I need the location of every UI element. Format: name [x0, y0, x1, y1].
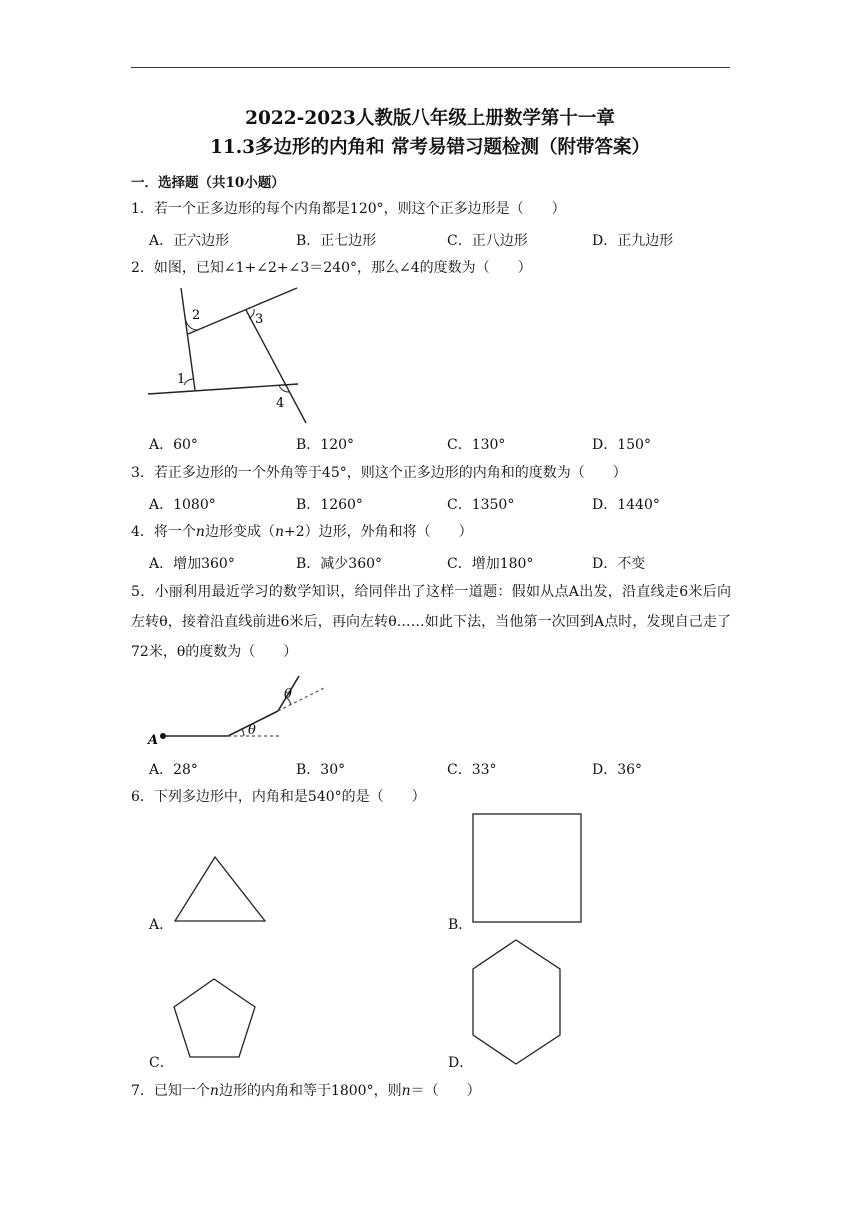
option-a[interactable]: A．1080°	[149, 497, 216, 513]
angle-label-2: 2	[192, 308, 201, 323]
pentagon-figure	[172, 977, 262, 1062]
option-d[interactable]: D．150°	[592, 437, 651, 453]
header-rule	[131, 67, 730, 68]
option-a[interactable]: A．增加360°	[149, 556, 235, 572]
hexagon-figure	[470, 938, 565, 1068]
question-6-stem: 6．下列多边形中，内角和是540°的是（ ）	[131, 789, 426, 805]
option-a[interactable]: A．	[149, 917, 174, 933]
question-1-stem: 1．若一个正多边形的每个内角都是120°，则这个正多边形是（ ）	[131, 201, 566, 217]
option-a[interactable]: A．28°	[149, 762, 198, 778]
question-7-stem: 7．已知一个n边形的内角和等于1800°，则n＝（ ）	[131, 1083, 481, 1099]
question-4-stem: 4．将一个n边形变成（n+2）边形，外角和将（ ）	[131, 524, 473, 540]
theta-label-1: θ	[248, 723, 256, 738]
option-b[interactable]: B．30°	[296, 762, 346, 778]
option-d[interactable]: D．1440°	[592, 497, 660, 513]
option-c[interactable]: C．	[149, 1055, 174, 1071]
option-b[interactable]: B．	[448, 917, 473, 933]
option-c[interactable]: C．增加180°	[447, 556, 534, 572]
option-b[interactable]: B．减少360°	[296, 556, 383, 572]
angle-label-3: 3	[255, 312, 264, 327]
point-a-label: A	[148, 733, 159, 748]
page-title-line2: 11.3多边形的内角和 常考易错习题检测（附带答案）	[209, 137, 650, 158]
option-d[interactable]: D．	[448, 1055, 474, 1071]
option-a[interactable]: A．正六边形	[149, 233, 230, 249]
option-b[interactable]: B．120°	[296, 437, 355, 453]
option-c[interactable]: C．130°	[447, 437, 506, 453]
option-c[interactable]: C．1350°	[447, 497, 515, 513]
square-figure	[472, 813, 584, 925]
option-b[interactable]: B．正七边形	[296, 233, 377, 249]
question-2-stem: 2．如图，已知∠1+∠2+∠3＝240°，那么∠4的度数为（ ）	[131, 260, 532, 276]
angle-label-1: 1	[177, 372, 186, 387]
page-title-line1: 2022-2023人教版八年级上册数学第十一章	[245, 108, 615, 129]
walking-path-figure	[146, 674, 326, 749]
question-5-stem: 5．小丽利用最近学习的数学知识，给同伴出了这样一道题：假如从点A出发，沿直线走6米后向左转θ，接着沿直线前进6米后，再向左转θ……如此下法，当他第一次回到A点时，发现自己走了72米，θ的度数为（ ）	[131, 584, 731, 660]
option-d[interactable]: D．正九边形	[592, 233, 674, 249]
option-d[interactable]: D．不变	[592, 556, 646, 572]
theta-label-2: θ	[284, 687, 292, 702]
angle-label-4: 4	[276, 396, 285, 411]
option-a[interactable]: A．60°	[149, 437, 198, 453]
option-d[interactable]: D．36°	[592, 762, 643, 778]
option-c[interactable]: C．33°	[447, 762, 497, 778]
option-b[interactable]: B．1260°	[296, 497, 363, 513]
quadrilateral-angles-figure	[148, 285, 328, 430]
option-c[interactable]: C．正八边形	[447, 233, 528, 249]
section-heading: 一．选择题（共10小题）	[131, 175, 285, 191]
triangle-figure	[173, 855, 273, 925]
question-3-stem: 3．若正多边形的一个外角等于45°，则这个正多边形的内角和的度数为（ ）	[131, 465, 627, 481]
